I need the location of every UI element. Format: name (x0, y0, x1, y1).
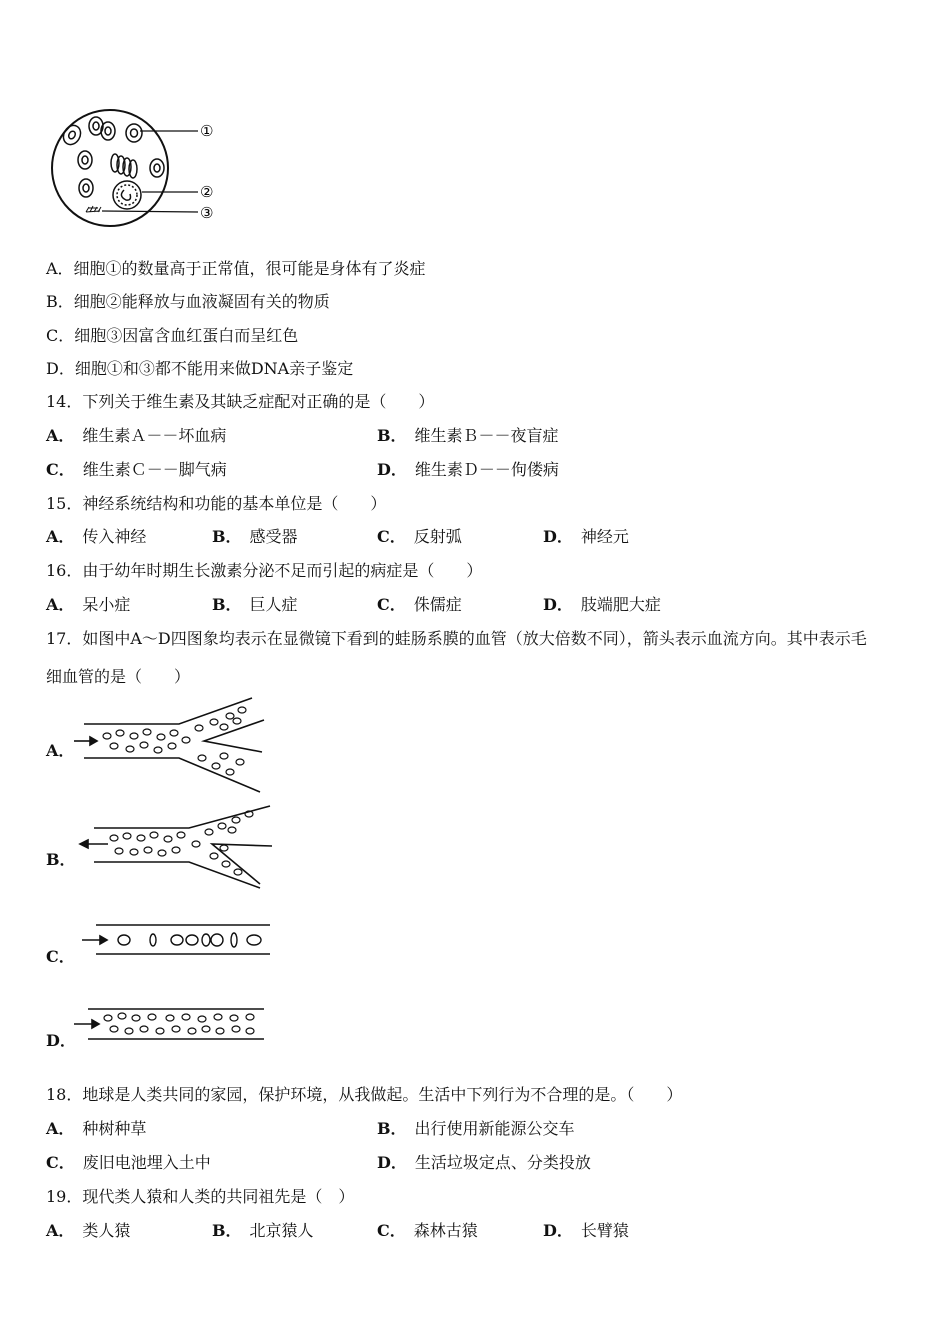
q18-option-b: B． 出行使用新能源公交车 (377, 1119, 575, 1138)
q15-option-a: A． 传入神经 (46, 527, 147, 546)
q14-option-a: A． 维生素Ａ－－坏血病 (46, 426, 227, 445)
vessel-d-diagram (74, 1005, 266, 1045)
q19-option-d: D． 长臂猿 (543, 1221, 629, 1240)
blood-smear-figure (48, 108, 228, 228)
q17-stem-line2: 细血管的是（ ） (46, 667, 191, 686)
q13-option-c: C．细胞③因富含血红蛋白而呈红色 (46, 326, 299, 345)
q18-option-c: C． 废旧电池埋入土中 (46, 1153, 211, 1172)
q16-option-d: D． 肢端肥大症 (543, 595, 661, 614)
q15-option-c: C． 反射弧 (377, 527, 462, 546)
q16-option-a: A． 呆小症 (46, 595, 131, 614)
q14-option-d: D． 维生素Ｄ－－佝偻病 (377, 460, 559, 479)
q17-label-b: B． (46, 850, 76, 869)
q17-label-d: D． (46, 1031, 76, 1050)
q15-stem: 15．神经系统结构和功能的基本单位是（ ） (46, 494, 387, 513)
q15-option-b: B． 感受器 (212, 527, 298, 546)
q19-stem: 19．现代类人猿和人类的共同祖先是（ ） (46, 1187, 355, 1206)
q14-stem: 14．下列关于维生素及其缺乏症配对正确的是（ ） (46, 392, 435, 411)
vessel-a-diagram (74, 696, 270, 794)
q17-label-c: C． (46, 947, 75, 966)
figure-label-3: ③ (200, 204, 214, 222)
q14-option-b: B． 维生素Ｂ－－夜盲症 (377, 426, 559, 445)
vessel-c-diagram (78, 920, 272, 960)
q18-option-a: A． 种树种草 (46, 1119, 147, 1138)
figure-label-1: ① (200, 122, 214, 140)
q19-option-a: A． 类人猿 (46, 1221, 131, 1240)
q13-option-b: B．细胞②能释放与血液凝固有关的物质 (46, 292, 330, 311)
q14-option-c: C． 维生素Ｃ－－脚气病 (46, 460, 227, 479)
q19-option-c: C． 森林古猿 (377, 1221, 478, 1240)
q13-option-d: D．细胞①和③都不能用来做DNA亲子鉴定 (46, 359, 354, 378)
q18-stem: 18．地球是人类共同的家园，保护环境，从我做起。生活中下列行为不合理的是。（ ） (46, 1085, 683, 1104)
q16-stem: 16．由于幼年时期生长激素分泌不足而引起的病症是（ ） (46, 561, 483, 580)
q17-stem-line1: 17．如图中A～D四图象均表示在显微镜下看到的蛙肠系膜的血管（放大倍数不同），箭头表示血流方向。其中表示毛 (46, 629, 867, 648)
q17-label-a: A． (46, 741, 75, 760)
q16-option-b: B． 巨人症 (212, 595, 298, 614)
figure-label-2: ② (200, 183, 214, 201)
q16-option-c: C． 侏儒症 (377, 595, 462, 614)
vessel-b-diagram (74, 806, 276, 890)
q13-option-a: A．细胞①的数量高于正常值，很可能是身体有了炎症 (46, 259, 426, 278)
q15-option-d: D． 神经元 (543, 527, 629, 546)
q19-option-b: B． 北京猿人 (212, 1221, 314, 1240)
q18-option-d: D． 生活垃圾定点、分类投放 (377, 1153, 591, 1172)
